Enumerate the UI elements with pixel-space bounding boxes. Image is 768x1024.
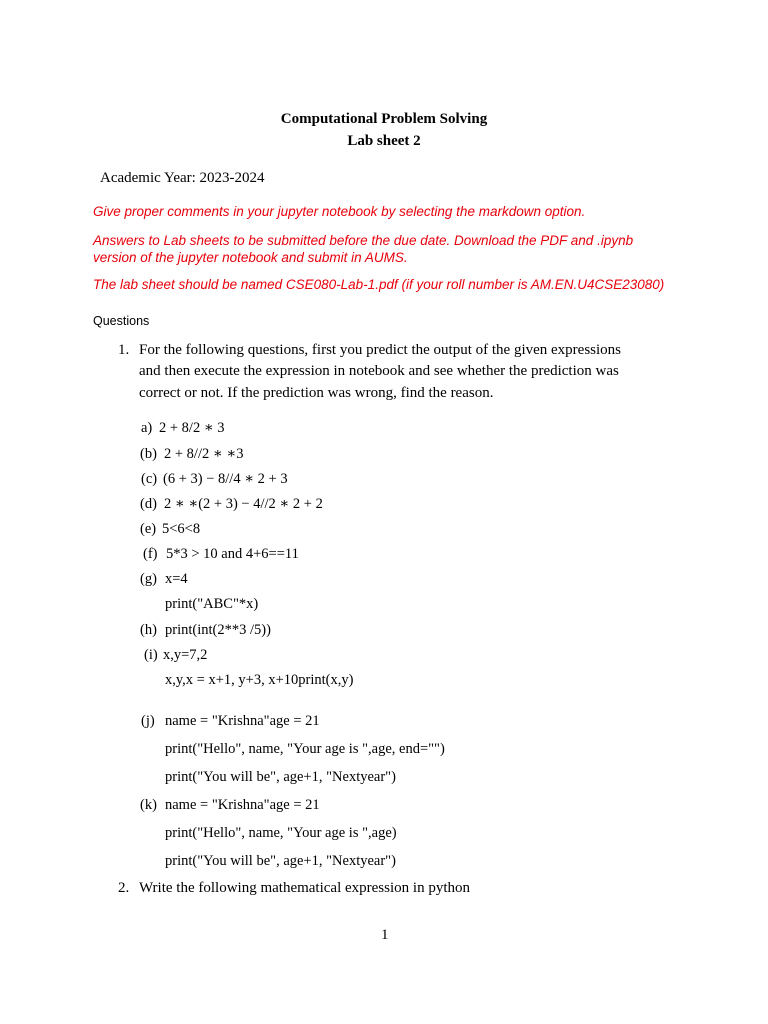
item-g-label: (g) <box>140 571 157 587</box>
instruction-submit: Answers to Lab sheets to be submitted before the due date. Download the PDF and .ipynb <box>93 233 634 248</box>
item-h-label: (h) <box>140 622 157 638</box>
item-j-label: (j) <box>141 713 155 729</box>
item-d-text: 2 ∗ ∗(2 + 3) − 4//2 ∗ 2 + 2 <box>164 496 323 512</box>
q1-line-3: correct or not. If the prediction was wrong, find the reason. <box>139 385 494 401</box>
q2-text: Write the following mathematical expression in python <box>139 880 470 896</box>
questions-heading: Questions <box>93 314 150 328</box>
item-b-text: 2 + 8//2 ∗ ∗3 <box>164 446 244 462</box>
item-c-label: (c) <box>141 471 158 487</box>
page-number: 1 <box>381 927 389 943</box>
item-j-line-3: print("You will be", age+1, "Nextyear") <box>165 769 396 785</box>
item-j-line-1: name = "Krishna"age = 21 <box>165 713 320 729</box>
q1-line-1: For the following questions, first you predict the output of the given expressions <box>139 342 622 358</box>
q1-number: 1. <box>118 342 130 358</box>
item-h-text: print(int(2**3 /5)) <box>165 622 271 638</box>
item-f-text: 5*3 > 10 and 4+6==11 <box>166 546 299 562</box>
item-g-line-1: x=4 <box>165 571 188 587</box>
item-i-line-2: x,y,x = x+1, y+3, x+10print(x,y) <box>165 672 354 688</box>
item-f-label: (f) <box>143 546 158 562</box>
item-e-label: (e) <box>140 521 157 537</box>
item-j-line-2: print("Hello", name, "Your age is ",age, end="") <box>165 741 445 757</box>
item-k-line-3: print("You will be", age+1, "Nextyear") <box>165 853 396 869</box>
q2-number: 2. <box>118 880 130 896</box>
item-d-label: (d) <box>140 496 157 512</box>
document-subtitle: Lab sheet 2 <box>347 133 421 149</box>
item-i-line-1: x,y=7,2 <box>163 647 208 663</box>
item-a-label: a) <box>141 420 153 436</box>
item-b-label: (b) <box>140 446 157 462</box>
item-i-label: (i) <box>144 647 158 663</box>
instruction-naming: The lab sheet should be named CSE080-Lab-1.pdf (if your roll number is AM.EN.U4CSE23080) <box>93 277 665 292</box>
item-a-text: 2 + 8/2 ∗ 3 <box>159 420 225 436</box>
item-c-text: (6 + 3) − 8//4 ∗ 2 + 3 <box>163 471 288 487</box>
item-g-line-2: print("ABC"*x) <box>165 596 259 612</box>
item-k-label: (k) <box>140 797 157 813</box>
q1-line-2: and then execute the expression in notebook and see whether the prediction was <box>139 363 619 379</box>
document-title: Computational Problem Solving <box>280 111 488 127</box>
instruction-submit-cont: version of the jupyter notebook and submit in AUMS. <box>93 250 408 265</box>
item-e-text: 5<6<8 <box>162 521 201 537</box>
item-k-line-1: name = "Krishna"age = 21 <box>165 797 320 813</box>
instruction-comments: Give proper comments in your jupyter notebook by selecting the markdown option. <box>93 204 586 219</box>
item-k-line-2: print("Hello", name, "Your age is ",age) <box>165 825 397 841</box>
academic-year: Academic Year: 2023-2024 <box>100 170 265 186</box>
